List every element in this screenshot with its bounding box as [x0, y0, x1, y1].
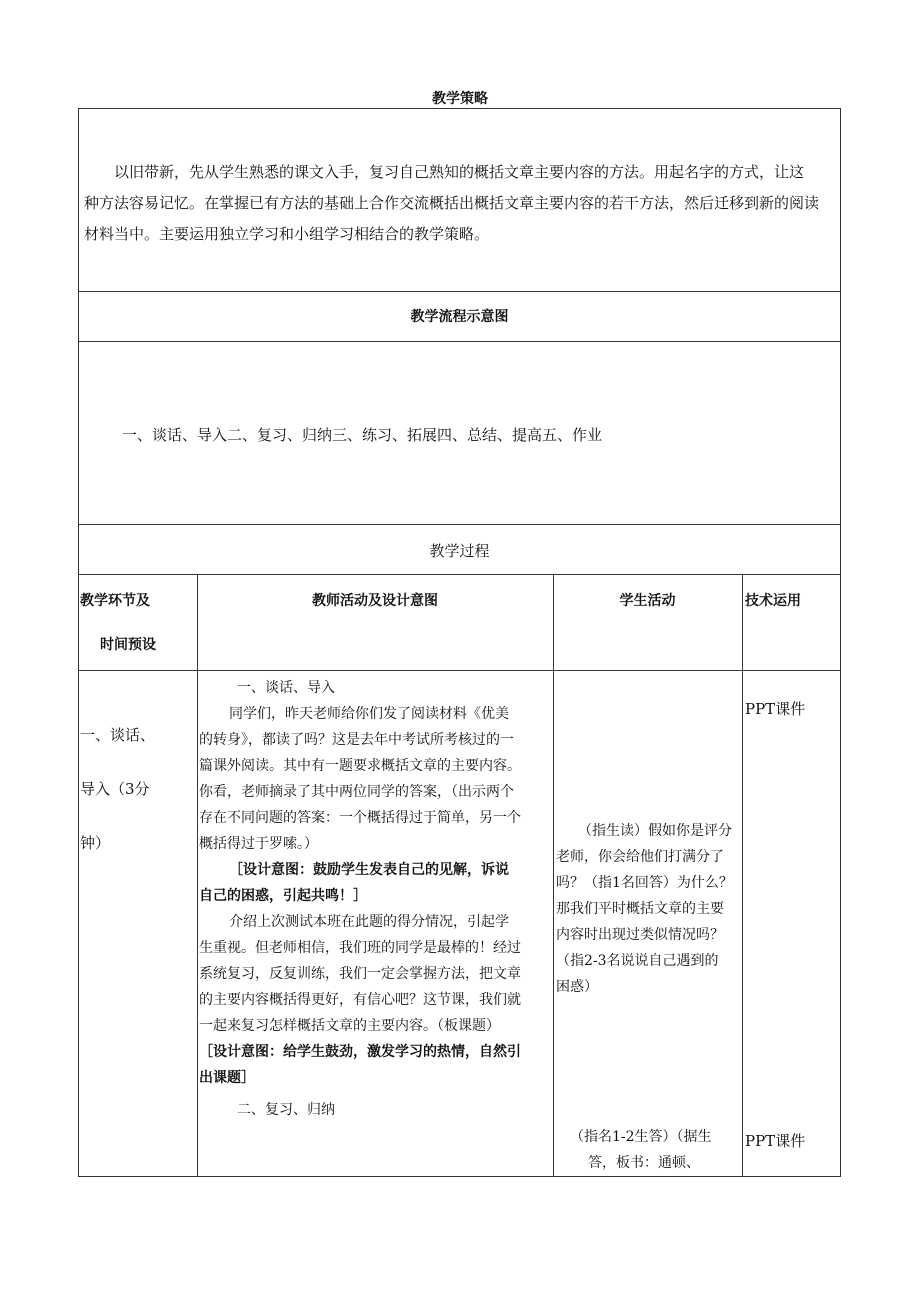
text-line: 吗？（指1名回答）为什么？: [556, 875, 733, 891]
col-header-student: 学生活动: [619, 593, 676, 609]
text-line: 篇课外阅读。其中有一题要求概括文章的主要内容。: [199, 758, 521, 774]
flow-heading: 教学流程示意图: [410, 309, 509, 325]
student-activity-2: [556, 1124, 746, 1176]
text-line: 一起来复习怎样概括文章的主要内容。（板课题）: [199, 1018, 500, 1034]
text-line: 你看，老师摘录了其中两位同学的答案，（出示两个: [199, 784, 514, 800]
teacher-activity: [199, 675, 555, 1123]
design-intent-line: ［设计意图：鼓励学生发表自己的见解，诉说: [229, 862, 509, 878]
section-heading: 二、复习、归纳: [237, 1102, 335, 1118]
text-line: 的主要内容概括得更好，有信心吧？这节课，我们就: [199, 992, 521, 1008]
col-header-stage-line2: 时间预设: [100, 637, 156, 653]
text-line: 概括得过于罗嗦。）: [199, 836, 318, 852]
text-line: 系统复习，反复训练，我们一定会掌握方法，把文章: [199, 966, 521, 982]
stage-cell: [80, 708, 155, 870]
text-line: 的转身》，都读了吗？这是去年中考试所考核过的一: [199, 732, 514, 748]
text-line: 困惑）: [556, 979, 598, 995]
page-title: 教学策略: [432, 91, 488, 107]
student-activity: [556, 818, 746, 1000]
text-line: 老师，你会给他们打满分了: [556, 849, 724, 865]
text-line: 那我们平时概括文章的主要: [556, 901, 724, 917]
col-header-stage-line1: 教学环节及: [80, 593, 150, 609]
design-intent-line: 自己的困惑，引起共鸣！］: [199, 888, 367, 904]
text-line: （指2-3名说说自己遇到的: [556, 953, 719, 969]
col-header-teacher: 教师活动及设计意图: [312, 593, 438, 609]
tech-ppt-1: PPT课件: [745, 700, 806, 718]
text-line: 内容时出现过类似情况吗？: [556, 927, 724, 943]
strategy-paragraph: [84, 157, 844, 250]
flow-text: 一、谈话、导入二、复习、归纳三、练习、拓展四、总结、提高五、作业: [122, 426, 603, 444]
text-line: 介绍上次测试本班在此题的得分情况，引起学: [229, 914, 509, 930]
strategy-line: 以旧带新，先从学生熟悉的课文入手，复习自己熟知的概括文章主要内容的方法。用起名字的方式，让这: [114, 163, 805, 181]
stage-line: 一、谈话、: [80, 726, 156, 744]
col-header-tech: 技术运用: [745, 593, 801, 609]
text-line: 同学们，昨天老师给你们发了阅读材料《优美: [229, 706, 509, 722]
section-heading: 一、谈话、导入: [237, 680, 335, 696]
tech-ppt-2: PPT课件: [745, 1132, 806, 1150]
strategy-line: 种方法容易记忆。在掌握已有方法的基础上合作交流概括出概括文章主要内容的若干方法，然后迁移到新的阅读: [84, 194, 820, 212]
text-line: （指名1-2生答）（据生: [570, 1129, 712, 1145]
process-heading: 教学过程: [429, 542, 490, 560]
text-line: 答，板书：通顿、: [588, 1155, 700, 1171]
strategy-line: 材料当中。主要运用独立学习和小组学习相结合的教学策略。: [84, 225, 490, 243]
stage-line: 钟）: [80, 834, 111, 852]
col-header-stage: [80, 590, 156, 654]
text-line: （指生读）假如你是评分: [578, 823, 732, 839]
text-line: 存在不同问题的答案：一个概括得过于简单，另一个: [199, 810, 521, 826]
stage-line: 导入（3分: [80, 780, 150, 798]
design-intent-line: 出课题］: [199, 1070, 255, 1086]
design-intent-line: ［设计意图：给学生鼓劲，激发学习的热情，自然引: [199, 1044, 521, 1060]
text-line: 生重视。但老师相信，我们班的同学是最棒的！经过: [199, 940, 521, 956]
